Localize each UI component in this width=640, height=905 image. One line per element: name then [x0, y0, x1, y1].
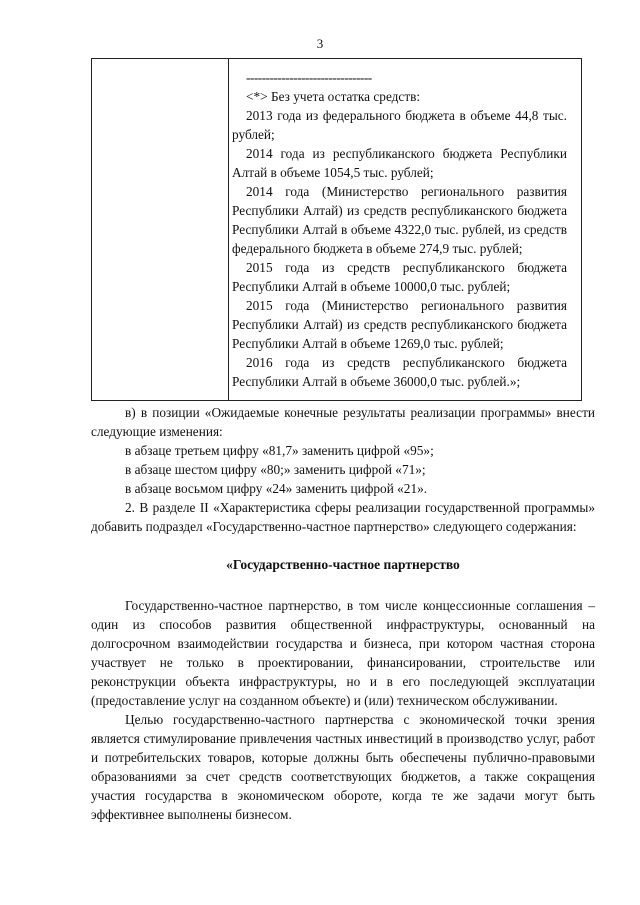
footnote-paragraph: <*> Без учета остатка средств:	[246, 89, 421, 104]
section-paragraph: Целью государственно-частного партнерства с экономической точки зрения является стимулирование привлечения частных инвестиций в производство услуг, работ и потребительских товаров, которые должны быть обеспечены публично-правовыми образованиями за счет средств соответствующих бюджетов, а также сокращения участия государства в экономическом обороте, когда те же задачи могут быть эффективнее выполнены бизнесом.	[91, 712, 595, 822]
table-frame	[91, 58, 582, 401]
footnote-paragraph: 2013 года из федерального бюджета в объеме 44,8 тыс. рублей;	[232, 108, 567, 142]
section-paragraph: Государственно-частное партнерство, в том числе концессионные соглашения – один из способов развития общественной инфраструктуры, основанный на долгосрочном взаимодействии государства и бизнеса, при котором частная сторона участвует не только в проектировании, финансировании, строительстве или реконструкции объекта инфраструктуры, но и в его последующей эксплуатации (предоставление услуг на созданном объекте) и (или) техническом обслуживании.	[91, 598, 595, 708]
footnote-paragraph: 2016 года из средств республиканского бюджета Республики Алтай в объеме 36000,0 тыс. рублей.»;	[232, 355, 567, 389]
amendment-item: в абзаце восьмом цифру «24» заменить цифрой «21».	[125, 481, 428, 496]
footnote-paragraph: 2014 года из республиканского бюджета Республики Алтай в объеме 1054,5 тыс. рублей;	[232, 146, 567, 180]
amendments-block	[91, 403, 595, 536]
table-column-divider	[228, 59, 229, 400]
table-cell-funding-note	[232, 68, 567, 391]
section-body	[91, 596, 595, 824]
amendment-item: в абзаце шестом цифру «80;» заменить цифрой «71»;	[125, 462, 426, 477]
footnote-paragraph: 2015 года (Министерство регионального развития Республики Алтай) из средств республиканского бюджета Республики Алтай в объеме 1269,0 тыс. рублей;	[232, 298, 567, 351]
amendment-point-2: 2. В разделе II «Характеристика сферы реализации государственной программы» добавить подраздел «Государственно-частное партнерство» следующего содержания:	[91, 500, 595, 534]
footnote-paragraph: 2015 года из средств республиканского бюджета Республики Алтай в объеме 10000,0 тыс. рублей;	[232, 260, 567, 294]
footnote-separator: --------------------------------	[246, 70, 372, 85]
amendment-intro: в) в позиции «Ожидаемые конечные результаты реализации программы» внести следующие изменения:	[91, 405, 595, 439]
footnote-paragraph: 2014 года (Министерство регионального развития Республики Алтай) из средств республиканского бюджета Республики Алтай в объеме 4322,0 тыс. рублей, из средств федерального бюджета в объеме 274,9 тыс. рублей;	[232, 184, 567, 256]
amendment-item: в абзаце третьем цифру «81,7» заменить цифрой «95»;	[125, 443, 434, 458]
section-heading: «Государственно-частное партнерство	[226, 557, 460, 572]
page-number: 3	[316, 36, 324, 51]
